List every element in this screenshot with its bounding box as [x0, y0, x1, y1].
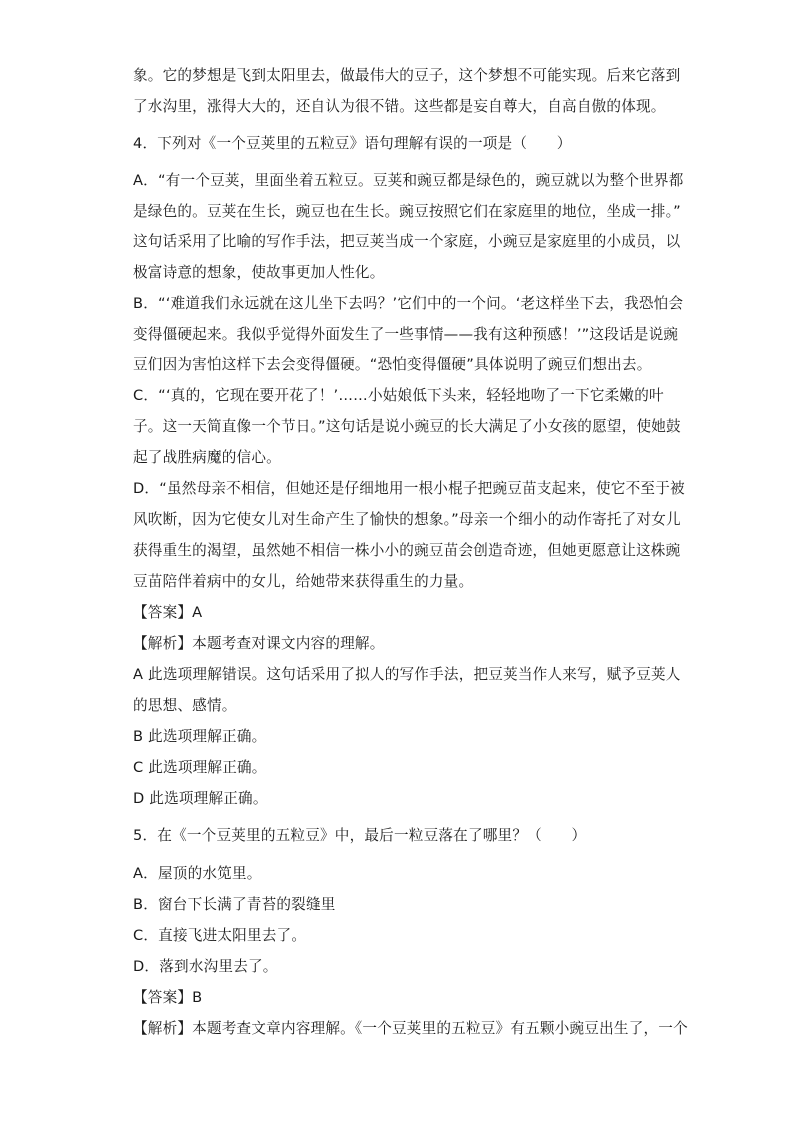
text-line: B 此选项理解正确。: [133, 728, 267, 745]
option-b-line: B．窗台下长满了青苔的裂缝里: [133, 896, 336, 913]
text-line: A 此选项理解错误。这句话采用了拟人的写作手法，把豆荚当作人来写，赋予豆荚人: [133, 666, 681, 683]
option-d-line: D．“虽然母亲不相信，但她还是仔细地用一根小棍子把豌豆苗支起来，使它不至于被: [133, 480, 685, 497]
option-c-line: C．“‘真的，它现在要开花了！’……小姑娘低下头来，轻轻地吻了一下它柔嫩的叶: [133, 387, 664, 404]
text-line: 豆苗陪伴着病中的女儿，给她带来获得重生的力量。: [133, 573, 474, 590]
question-4-stem: 4．下列对《一个豆荚里的五粒豆》语句理解有误的一项是（ ）: [133, 135, 572, 152]
text-line: 的思想、感情。: [133, 697, 237, 714]
text-line: 起了战胜病魔的信心。: [133, 449, 281, 466]
text-line: 子。这一天简直像一个节日。”这句话是说小豌豆的长大满足了小女孩的愿望，使她鼓: [133, 418, 681, 435]
option-a-line: A．“有一个豆荚，里面坐着五粒豆。豆荚和豌豆都是绿色的，豌豆就以为整个世界都: [133, 172, 684, 189]
answer-label: 【答案】B: [133, 989, 203, 1006]
text-line: C 此选项理解正确。: [133, 759, 267, 776]
text-line: 变得僵硬起来。我似乎觉得外面发生了一些事情——我有这种预感！’”这段话是说豌: [133, 326, 679, 343]
text-line: 象。它的梦想是飞到太阳里去，做最伟大的豆子，这个梦想不可能实现。后来它落到: [133, 67, 681, 84]
text-line: D 此选项理解正确。: [133, 790, 268, 807]
text-line: 这句话采用了比喻的写作手法，把豆荚当成一个家庭，小豌豆是家庭里的小成员，以: [133, 233, 681, 250]
text-line: 获得重生的渴望，虽然她不相信一株小小的豌豆苗会创造奇迹，但她更愿意让这株豌: [133, 542, 681, 559]
question-5-stem: 5．在《一个豆荚里的五粒豆》中，最后一粒豆落在了哪里？（ ）: [133, 827, 587, 844]
option-c-line: C．直接飞进太阳里去了。: [133, 927, 307, 944]
text-line: 豆们因为害怕这样下去会变得僵硬。“恐怕变得僵硬”具体说明了豌豆们想出去。: [133, 356, 652, 373]
text-line: 风吹断，因为它使女儿对生命产生了愉快的想象。”母亲一个细小的动作寄托了对女儿: [133, 511, 681, 528]
option-a-line: A．屋顶的水笕里。: [133, 865, 262, 882]
text-line: 是绿色的。豆荚在生长，豌豆也在生长。豌豆按照它们在家庭里的地位，坐成一排。”: [133, 203, 681, 220]
text-line: 了水沟里，涨得大大的，还自认为很不错。这些都是妄自尊大，自高自傲的体现。: [133, 98, 666, 115]
option-b-line: B．“‘难道我们永远就在这儿坐下去吗？’它们中的一个问。‘老这样坐下去，我恐怕会: [133, 295, 684, 312]
option-d-line: D．落到水沟里去了。: [133, 958, 278, 975]
analysis-label: 【解析】本题考查对课文内容的理解。: [133, 635, 385, 652]
analysis-label: 【解析】本题考查文章内容理解。《一个豆荚里的五粒豆》有五颗小豌豆出生了，一个: [133, 1020, 688, 1037]
answer-label: 【答案】A: [133, 604, 203, 621]
text-line: 极富诗意的想象，使故事更加人性化。: [133, 264, 385, 281]
